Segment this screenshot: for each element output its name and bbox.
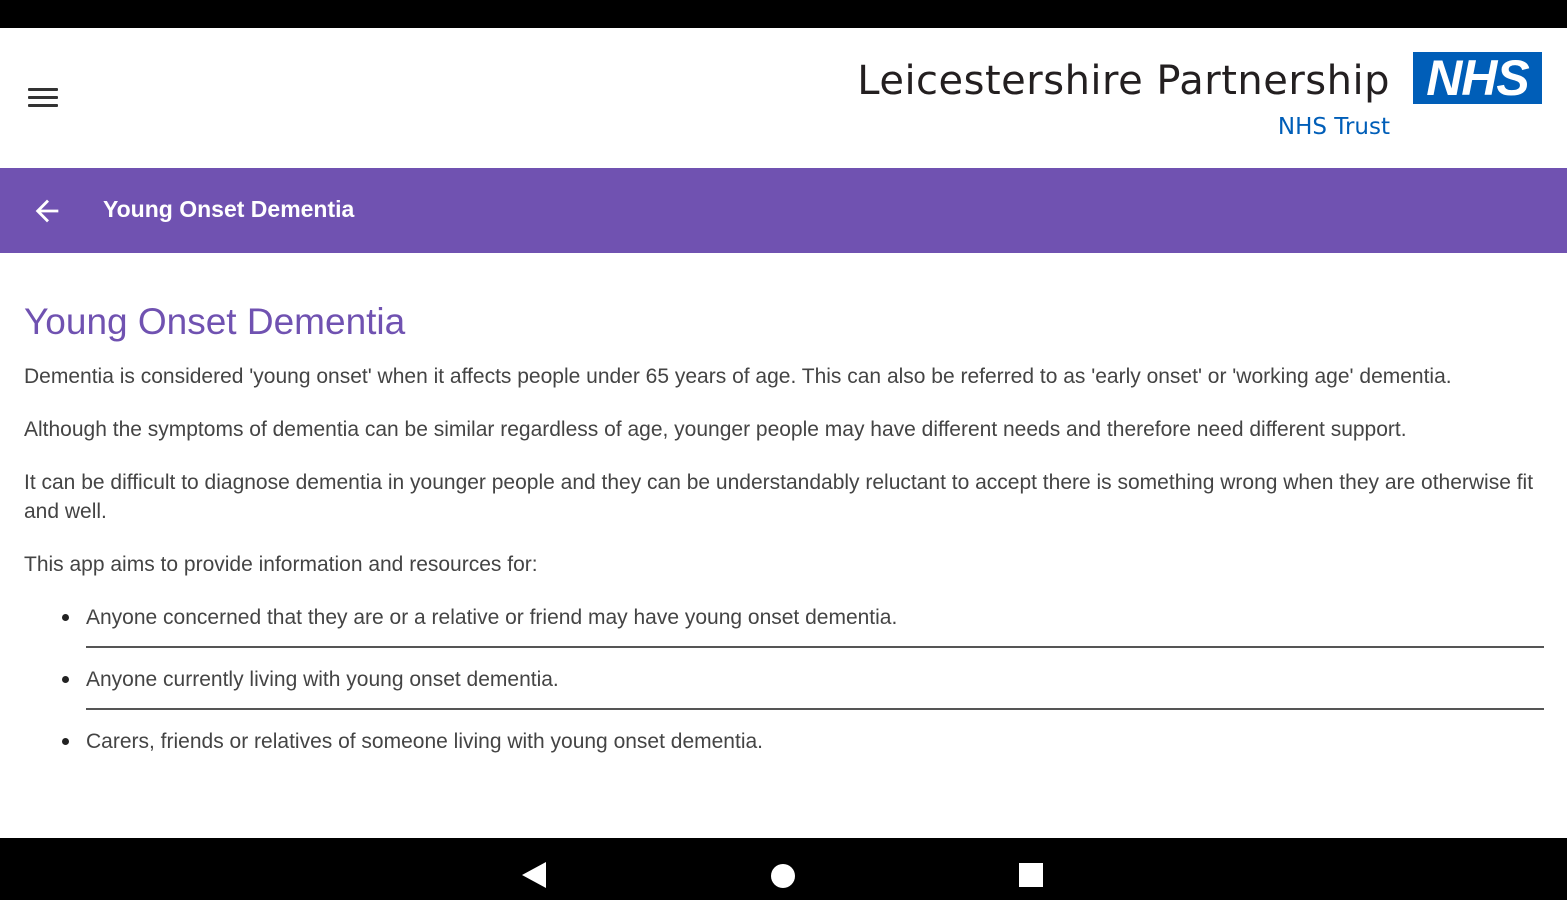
list-item-text: Anyone concerned that they are or a relative or friend may have young onset dementia. — [86, 606, 898, 630]
list-item-text: Carers, friends or relatives of someone living with young onset dementia. — [86, 730, 764, 754]
bullet-dot — [62, 676, 69, 683]
nav-home-icon[interactable] — [770, 863, 796, 894]
toolbar-title: Young Onset Dementia — [103, 196, 355, 222]
menu-icon[interactable] — [28, 88, 58, 110]
paragraph: Dementia is considered 'young onset' when it affects people under 65 years of age. This can also be referred to as 'early onset' or 'working age' dementia. — [24, 365, 1452, 389]
nhs-logo: NHS — [1413, 52, 1542, 104]
page-title: Young Onset Dementia — [24, 301, 406, 342]
main-content — [24, 300, 1544, 789]
paragraph: Although the symptoms of dementia can be similar regardless of age, younger people may have different needs and therefore need different support. — [24, 418, 1407, 442]
nav-recents-icon[interactable] — [1018, 862, 1044, 893]
list-item — [62, 727, 1544, 789]
nav-back-icon[interactable] — [520, 860, 548, 895]
list-item — [62, 603, 1544, 665]
status-bar — [0, 0, 1567, 28]
divider — [86, 646, 1544, 648]
bullet-dot — [62, 614, 69, 621]
bullet-list — [24, 603, 1544, 789]
paragraph: This app aims to provide information and resources for: — [24, 553, 538, 577]
arrow-back-icon[interactable] — [30, 194, 64, 228]
paragraph: It can be difficult to diagnose dementia in younger people and they can be understandably reluctant to accept there is something wrong when they are otherwise fit and well. — [24, 471, 1534, 524]
bullet-dot — [62, 738, 69, 745]
list-item-text: Anyone currently living with young onset dementia. — [86, 668, 559, 692]
org-subtitle: NHS Trust — [1277, 114, 1390, 140]
list-item — [62, 665, 1544, 727]
org-name: Leicestershire Partnership — [857, 58, 1390, 104]
divider — [86, 708, 1544, 710]
